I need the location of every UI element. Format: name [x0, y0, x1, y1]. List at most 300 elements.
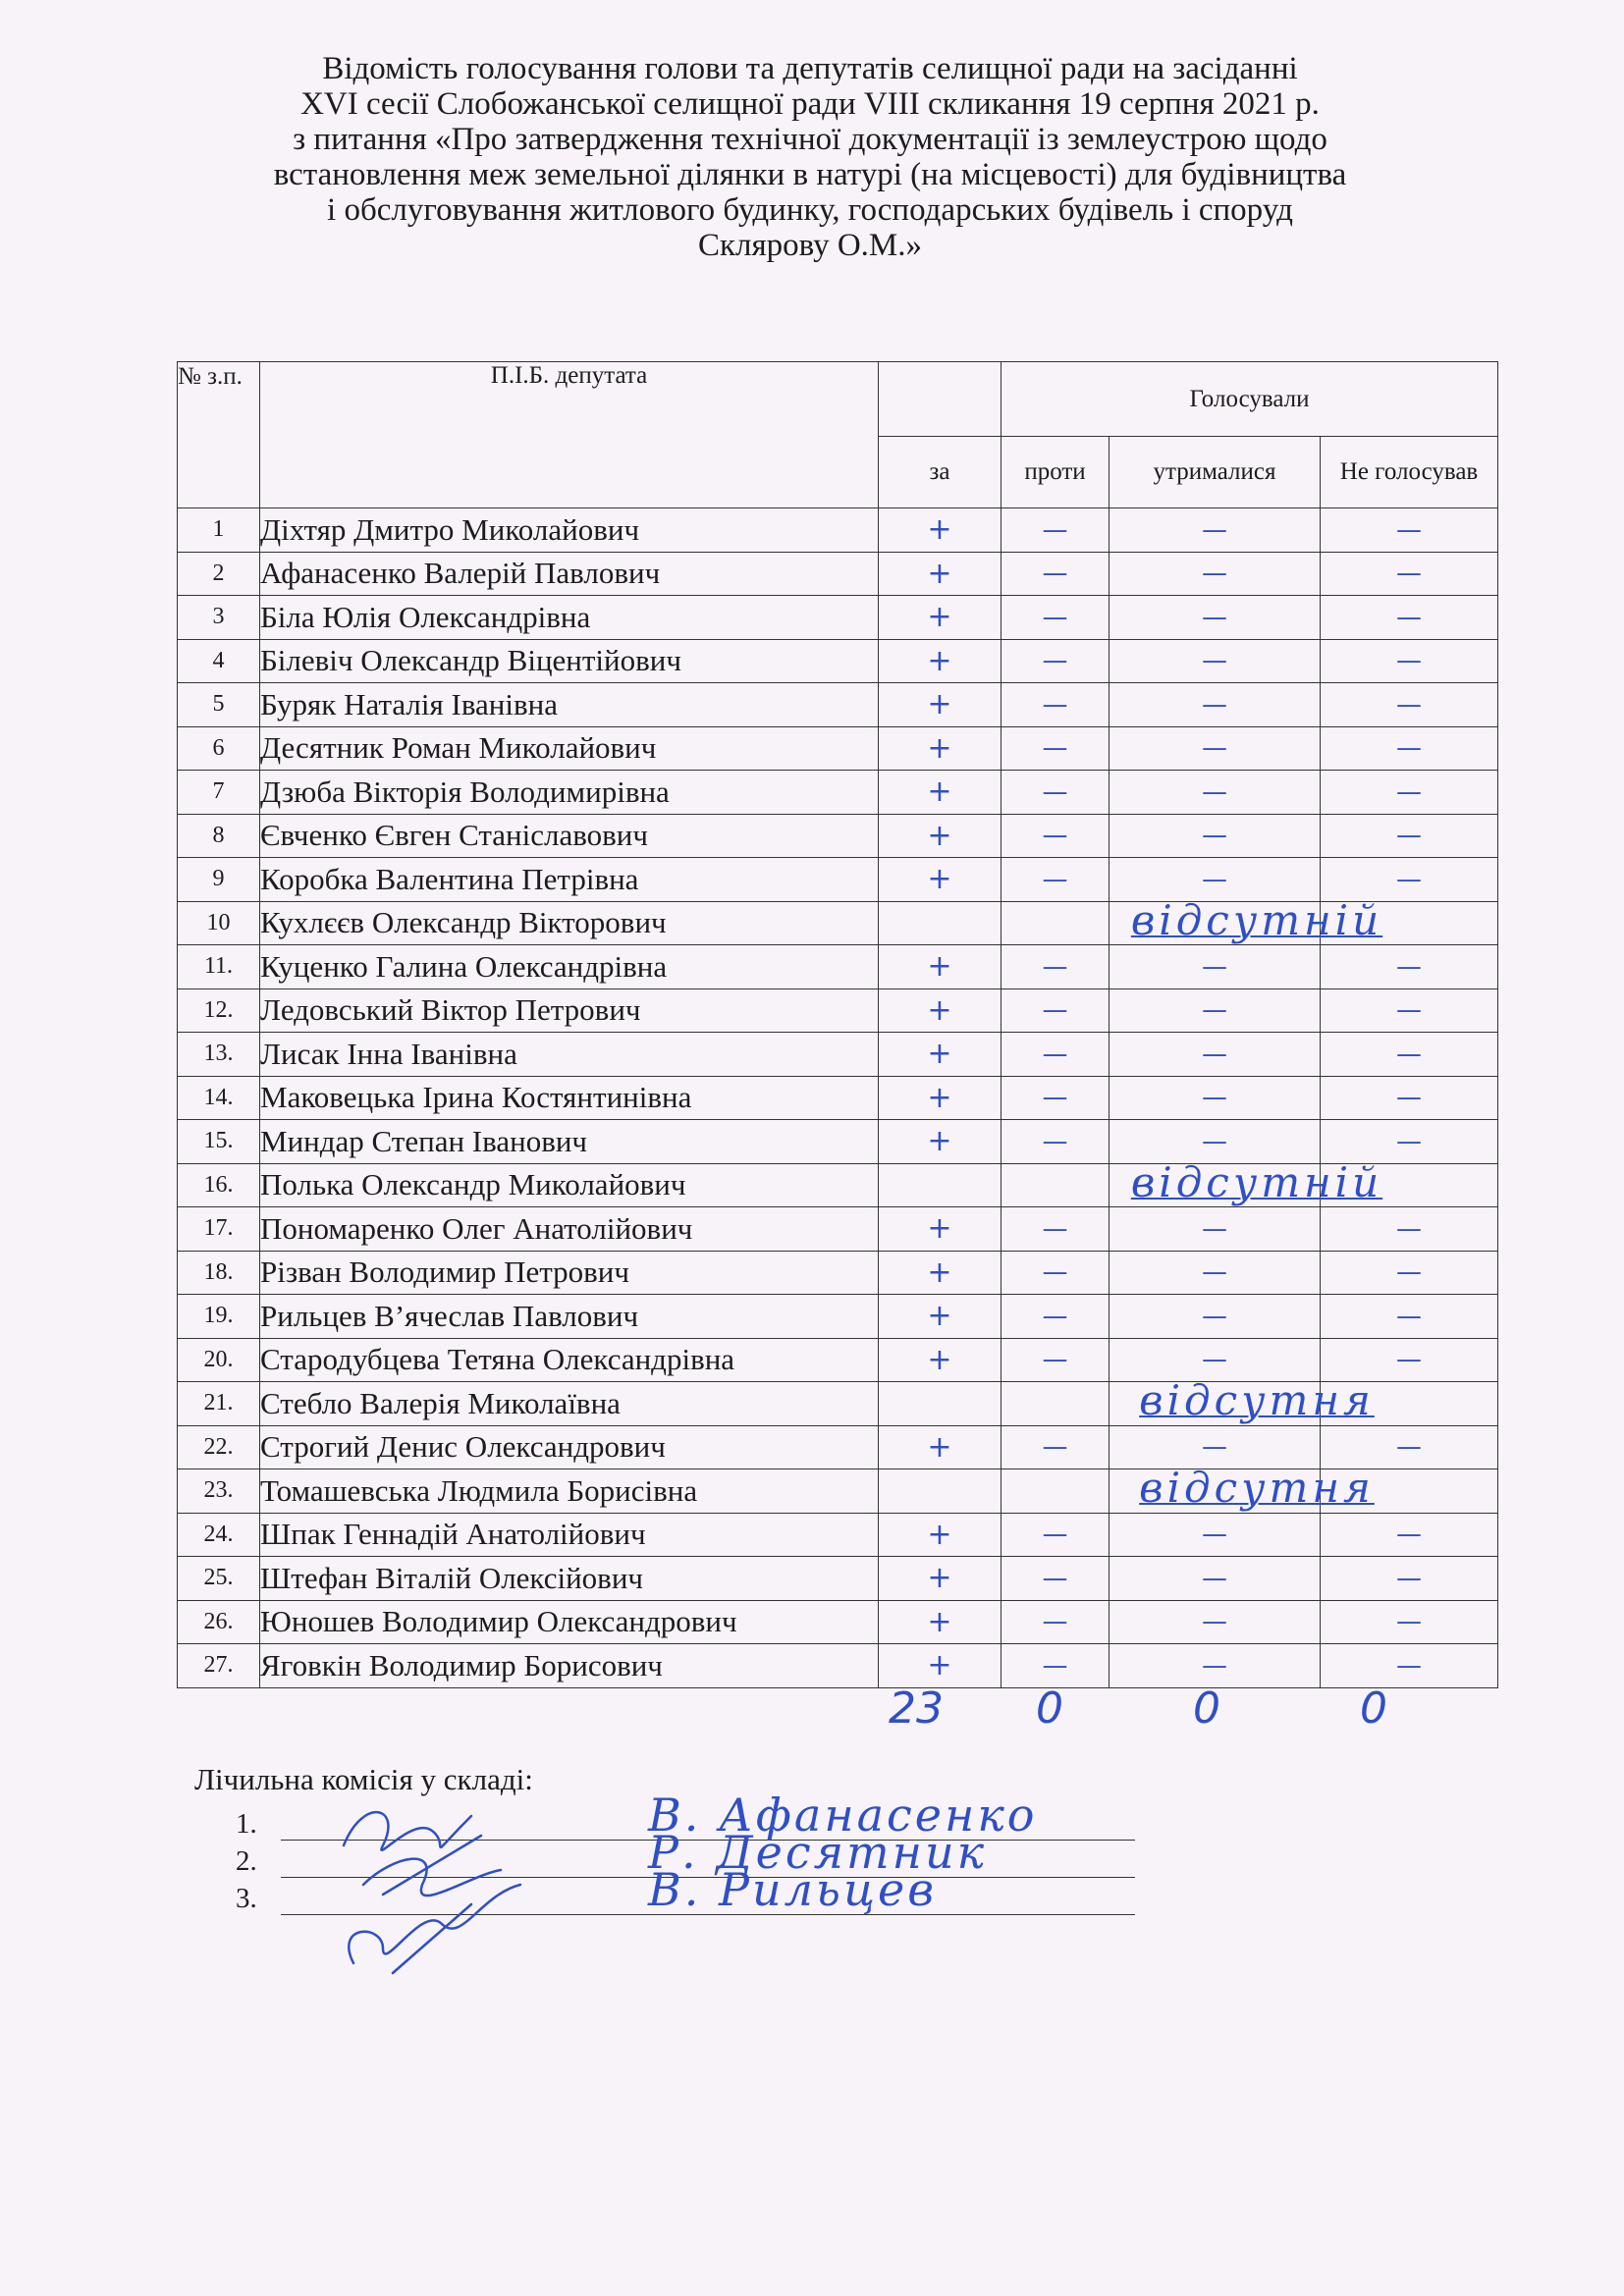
vote-not-voted — [1321, 639, 1498, 683]
row-number: 19. — [178, 1295, 260, 1339]
vote-against — [1001, 639, 1110, 683]
plus-mark: + — [927, 687, 952, 722]
dash-mark: — — [1202, 1345, 1227, 1375]
vote-abstain — [1110, 552, 1321, 596]
deputy-name: Маковецька Ірина Костянтинівна — [260, 1076, 879, 1120]
dash-mark: — — [1396, 559, 1423, 589]
dash-mark: — — [1042, 1563, 1068, 1593]
deputy-name: Афанасенко Валерій Павлович — [260, 552, 879, 596]
vote-abstain — [1110, 1425, 1321, 1469]
header-abstain: утрималися — [1110, 437, 1321, 508]
vote-abstain — [1110, 639, 1321, 683]
row-number: 9 — [178, 858, 260, 902]
plus-mark: + — [927, 992, 952, 1028]
table-row — [178, 1600, 1498, 1644]
table-row — [178, 1425, 1498, 1469]
plus-mark: + — [927, 1124, 952, 1159]
plus-mark: + — [927, 1299, 952, 1334]
commission-member — [236, 1863, 938, 1916]
table-row — [178, 726, 1498, 771]
header-blank — [879, 362, 1001, 437]
vote-for — [879, 508, 1001, 553]
table-row — [178, 1207, 1498, 1252]
header-against: проти — [1001, 437, 1110, 508]
commission-member — [236, 1789, 1038, 1842]
deputy-name: Різван Володимир Петрович — [260, 1251, 879, 1295]
vote-abstain — [1110, 1644, 1321, 1688]
dash-mark: — — [1202, 514, 1227, 545]
member-index: 1. — [236, 1808, 257, 1840]
dash-mark: — — [1042, 1213, 1068, 1244]
plus-mark: + — [927, 818, 952, 853]
vote-abstain — [1110, 988, 1321, 1033]
deputy-name: Біла Юлія Олександрівна — [260, 596, 879, 640]
vote-not-voted — [1321, 858, 1498, 902]
row-number: 11. — [178, 945, 260, 989]
deputy-name: Ледовський Віктор Петрович — [260, 988, 879, 1033]
title-line: з питання «Про затвердження технічної документації із землеустрою щодо — [293, 122, 1327, 157]
dash-mark: — — [1396, 1432, 1423, 1463]
signature-scribbles — [324, 1777, 579, 1993]
absent-note: відсутній — [1130, 895, 1383, 944]
vote-not-voted — [1321, 945, 1498, 989]
dash-mark: — — [1042, 733, 1068, 764]
vote-not-voted — [1321, 1120, 1498, 1164]
plus-mark: + — [927, 1648, 952, 1683]
plus-mark: + — [927, 1342, 952, 1377]
dash-mark: — — [1396, 689, 1423, 720]
deputy-name: Білевіч Олександр Віцентійович — [260, 639, 879, 683]
member-handwritten-name: В. Рильцев — [648, 1863, 938, 1916]
total-not-voted: 0 — [1360, 1683, 1387, 1734]
dash-mark: — — [1202, 602, 1227, 632]
header-for: за — [879, 437, 1001, 508]
vote-abstain — [1110, 1207, 1321, 1252]
dash-mark: — — [1042, 646, 1068, 676]
vote-against — [1001, 1033, 1110, 1077]
signature-1 — [344, 1812, 471, 1850]
row-number: 3 — [178, 596, 260, 640]
plus-mark: + — [927, 556, 952, 591]
dash-mark: — — [1042, 864, 1068, 894]
vote-not-voted — [1321, 988, 1498, 1033]
vote-against — [1001, 1120, 1110, 1164]
dash-mark: — — [1042, 1126, 1068, 1156]
title-line: встановлення меж земельної ділянки в натурі (на місцевості) для будівництва — [273, 157, 1347, 192]
dash-mark: — — [1042, 1607, 1068, 1637]
row-number: 14. — [178, 1076, 260, 1120]
vote-not-voted — [1321, 508, 1498, 553]
vote-against — [1001, 814, 1110, 858]
table-row — [178, 596, 1498, 640]
plus-mark: + — [927, 1429, 952, 1465]
row-number: 10 — [178, 901, 260, 945]
member-handwritten-name: В. Афанасенко — [648, 1789, 1038, 1842]
deputy-name: Миндар Степан Іванович — [260, 1120, 879, 1164]
row-number: 20. — [178, 1338, 260, 1382]
table-row — [178, 1163, 1498, 1207]
vote-not-voted — [1321, 814, 1498, 858]
vote-abstain — [1110, 901, 1321, 945]
deputy-name: Юношев Володимир Олександрович — [260, 1600, 879, 1644]
table-row — [178, 1251, 1498, 1295]
dash-mark: — — [1042, 1083, 1068, 1113]
table-row — [178, 1469, 1498, 1514]
dash-mark: — — [1202, 1520, 1227, 1550]
dash-mark: — — [1396, 776, 1423, 807]
deputy-name: Яговкін Володимир Борисович — [260, 1644, 879, 1688]
dash-mark: — — [1202, 1083, 1227, 1113]
vote-for — [879, 814, 1001, 858]
deputy-name: Кухлєєв Олександр Вікторович — [260, 901, 879, 945]
table-row — [178, 1338, 1498, 1382]
row-number: 1 — [178, 508, 260, 553]
vote-not-voted — [1321, 771, 1498, 815]
vote-for — [879, 1600, 1001, 1644]
vote-against — [1001, 1076, 1110, 1120]
dash-mark: — — [1042, 776, 1068, 807]
row-number: 5 — [178, 683, 260, 727]
dash-mark: — — [1396, 646, 1423, 676]
vote-for — [879, 901, 1001, 945]
total-abstain: 0 — [1193, 1683, 1220, 1734]
deputy-name: Євченко Євген Станіславович — [260, 814, 879, 858]
plus-mark: + — [927, 1255, 952, 1290]
vote-against — [1001, 508, 1110, 553]
absent-note: відсутня — [1139, 1464, 1375, 1512]
row-number: 4 — [178, 639, 260, 683]
dash-mark: — — [1202, 864, 1227, 894]
table-row — [178, 1120, 1498, 1164]
vote-abstain — [1110, 1076, 1321, 1120]
dash-mark: — — [1396, 821, 1423, 851]
row-number: 21. — [178, 1382, 260, 1426]
dash-mark: — — [1042, 559, 1068, 589]
dash-mark: — — [1396, 602, 1423, 632]
plus-mark: + — [927, 1604, 952, 1639]
vote-against — [1001, 683, 1110, 727]
dash-mark: — — [1202, 1432, 1227, 1463]
table-row — [178, 858, 1498, 902]
dash-mark: — — [1396, 1563, 1423, 1593]
vote-for — [879, 1033, 1001, 1077]
vote-for — [879, 683, 1001, 727]
row-number: 26. — [178, 1600, 260, 1644]
deputy-name: Дзюба Вікторія Володимирівна — [260, 771, 879, 815]
vote-for — [879, 771, 1001, 815]
commission-label: Лічильна комісія у складі: — [194, 1762, 533, 1796]
vote-for — [879, 1382, 1001, 1426]
vote-abstain — [1110, 1251, 1321, 1295]
table-row — [178, 552, 1498, 596]
table-row — [178, 1295, 1498, 1339]
table-row — [178, 901, 1498, 945]
vote-not-voted — [1321, 1163, 1498, 1207]
title-line: Склярову О.М.» — [697, 228, 923, 263]
vote-abstain — [1110, 726, 1321, 771]
dash-mark: — — [1202, 1126, 1227, 1156]
dash-mark: — — [1396, 1607, 1423, 1637]
vote-not-voted — [1321, 1513, 1498, 1557]
vote-not-voted — [1321, 1425, 1498, 1469]
vote-abstain — [1110, 858, 1321, 902]
vote-not-voted — [1321, 1076, 1498, 1120]
deputy-name: Пономаренко Олег Анатолійович — [260, 1207, 879, 1252]
vote-against — [1001, 858, 1110, 902]
vote-against — [1001, 1295, 1110, 1339]
vote-against — [1001, 945, 1110, 989]
vote-against — [1001, 1600, 1110, 1644]
dash-mark: — — [1202, 646, 1227, 676]
vote-abstain — [1110, 683, 1321, 727]
document-title — [147, 51, 1473, 263]
vote-for — [879, 1513, 1001, 1557]
dash-mark: — — [1202, 1563, 1227, 1593]
dash-mark: — — [1202, 1213, 1227, 1244]
vote-against — [1001, 1557, 1110, 1601]
vote-for — [879, 639, 1001, 683]
dash-mark: — — [1396, 1213, 1423, 1244]
vote-abstain — [1110, 1382, 1321, 1426]
vote-not-voted — [1321, 1207, 1498, 1252]
row-number: 17. — [178, 1207, 260, 1252]
plus-mark: + — [927, 600, 952, 635]
vote-against — [1001, 1157, 1383, 1207]
table-row — [178, 1382, 1498, 1426]
vote-abstain — [1110, 814, 1321, 858]
total-for: 23 — [889, 1683, 944, 1734]
dash-mark: — — [1396, 514, 1423, 545]
absent-note: відсутній — [1130, 1157, 1383, 1206]
dash-mark: — — [1396, 1039, 1423, 1069]
table-row — [178, 1076, 1498, 1120]
table-body — [178, 508, 1498, 1688]
dash-mark: — — [1042, 689, 1068, 720]
vote-for — [879, 1557, 1001, 1601]
deputy-name: Строгий Денис Олександрович — [260, 1425, 879, 1469]
table-row — [178, 945, 1498, 989]
vote-against — [1001, 1644, 1110, 1688]
voting-table — [177, 361, 1498, 1688]
dash-mark: — — [1202, 1257, 1227, 1288]
table-row — [178, 1513, 1498, 1557]
dash-mark: — — [1396, 864, 1423, 894]
dash-mark: — — [1396, 951, 1423, 982]
dash-mark: — — [1042, 1257, 1068, 1288]
vote-for — [879, 988, 1001, 1033]
table-row — [178, 639, 1498, 683]
vote-abstain — [1110, 771, 1321, 815]
row-number: 2 — [178, 552, 260, 596]
deputy-name: Шпак Геннадій Анатолійович — [260, 1513, 879, 1557]
vote-abstain — [1110, 1163, 1321, 1207]
dash-mark: — — [1396, 1345, 1423, 1375]
plus-mark: + — [927, 862, 952, 897]
row-number: 13. — [178, 1033, 260, 1077]
vote-for — [879, 552, 1001, 596]
dash-mark: — — [1396, 1083, 1423, 1113]
vote-against — [1001, 1207, 1110, 1252]
dash-mark: — — [1202, 559, 1227, 589]
vote-not-voted — [1321, 552, 1498, 596]
dash-mark: — — [1042, 1345, 1068, 1375]
vote-abstain — [1110, 1338, 1321, 1382]
vote-for — [879, 1295, 1001, 1339]
row-number: 6 — [178, 726, 260, 771]
dash-mark: — — [1202, 1650, 1227, 1681]
plus-mark: + — [927, 949, 952, 985]
dash-mark: — — [1042, 1520, 1068, 1550]
title-line: Відомість голосування голови та депутатів селищної ради на засіданні — [322, 51, 1298, 86]
dash-mark: — — [1042, 995, 1068, 1026]
vote-against — [1001, 771, 1110, 815]
row-number: 12. — [178, 988, 260, 1033]
table-row — [178, 508, 1498, 553]
vote-not-voted — [1321, 1557, 1498, 1601]
dash-mark: — — [1396, 1301, 1423, 1331]
row-number: 18. — [178, 1251, 260, 1295]
table-row — [178, 771, 1498, 815]
deputy-name: Діхтяр Дмитро Миколайович — [260, 508, 879, 553]
dash-mark: — — [1202, 1607, 1227, 1637]
vote-for — [879, 1338, 1001, 1382]
table-row — [178, 1557, 1498, 1601]
row-number: 16. — [178, 1163, 260, 1207]
title-line: і обслуговування житлового будинку, господарських будівель і споруд — [327, 192, 1293, 228]
member-index: 3. — [236, 1883, 257, 1914]
table-row — [178, 814, 1498, 858]
deputy-name: Десятник Роман Миколайович — [260, 726, 879, 771]
commission-member — [236, 1826, 988, 1879]
vote-for — [879, 1163, 1001, 1207]
dash-mark: — — [1396, 733, 1423, 764]
plus-mark: + — [927, 512, 952, 548]
vote-for — [879, 1207, 1001, 1252]
header-number: № з.п. — [178, 362, 260, 508]
vote-for — [879, 945, 1001, 989]
vote-abstain — [1110, 1600, 1321, 1644]
total-against: 0 — [1036, 1683, 1063, 1734]
table-row — [178, 1644, 1498, 1688]
vote-totals — [0, 1683, 1624, 1742]
dash-mark: — — [1042, 514, 1068, 545]
vote-not-voted — [1321, 683, 1498, 727]
vote-against — [1001, 1513, 1110, 1557]
row-number: 22. — [178, 1425, 260, 1469]
dash-mark: — — [1042, 602, 1068, 632]
vote-against — [1001, 1338, 1110, 1382]
member-handwritten-name: Р. Десятник — [648, 1826, 988, 1879]
deputy-name: Лисак Інна Іванівна — [260, 1033, 879, 1077]
vote-abstain — [1110, 1469, 1321, 1514]
vote-not-voted — [1321, 1251, 1498, 1295]
vote-abstain — [1110, 1120, 1321, 1164]
deputy-name: Буряк Наталія Іванівна — [260, 683, 879, 727]
dash-mark: — — [1202, 951, 1227, 982]
member-index: 2. — [236, 1845, 257, 1877]
row-number: 8 — [178, 814, 260, 858]
vote-not-voted — [1321, 1644, 1498, 1688]
plus-mark: + — [927, 1211, 952, 1247]
plus-mark: + — [927, 1080, 952, 1115]
deputy-name: Коробка Валентина Петрівна — [260, 858, 879, 902]
deputy-name: Стебло Валерія Миколаївна — [260, 1382, 879, 1426]
vote-abstain — [1110, 1513, 1321, 1557]
vote-for — [879, 1120, 1001, 1164]
vote-against — [1001, 895, 1383, 945]
dash-mark: — — [1042, 951, 1068, 982]
row-number: 27. — [178, 1644, 260, 1688]
row-number: 25. — [178, 1557, 260, 1601]
deputy-name: Полька Олександр Миколайович — [260, 1163, 879, 1207]
row-number: 7 — [178, 771, 260, 815]
vote-abstain — [1110, 945, 1321, 989]
deputy-name: Куценко Галина Олександрівна — [260, 945, 879, 989]
header-not-voted: Не голосував — [1321, 437, 1498, 508]
dash-mark: — — [1202, 733, 1227, 764]
vote-against — [1001, 1376, 1375, 1426]
plus-mark: + — [927, 1561, 952, 1596]
vote-against — [1001, 988, 1110, 1033]
dash-mark: — — [1042, 1432, 1068, 1463]
plus-mark: + — [927, 1517, 952, 1552]
vote-against — [1001, 1464, 1375, 1514]
table-row — [178, 1033, 1498, 1077]
vote-not-voted — [1321, 1033, 1498, 1077]
dash-mark: — — [1042, 821, 1068, 851]
vote-against — [1001, 552, 1110, 596]
vote-against — [1001, 1251, 1110, 1295]
dash-mark: — — [1396, 995, 1423, 1026]
dash-mark: — — [1202, 1039, 1227, 1069]
dash-mark: — — [1042, 1039, 1068, 1069]
absent-note: відсутня — [1139, 1376, 1375, 1424]
deputy-name: Томашевська Людмила Борисівна — [260, 1469, 879, 1514]
vote-not-voted — [1321, 726, 1498, 771]
vote-not-voted — [1321, 1382, 1498, 1426]
header-name: П.І.Б. депутата — [260, 362, 879, 508]
vote-not-voted — [1321, 1295, 1498, 1339]
dash-mark: — — [1042, 1301, 1068, 1331]
table-row — [178, 683, 1498, 727]
vote-abstain — [1110, 1557, 1321, 1601]
row-number: 15. — [178, 1120, 260, 1164]
dash-mark: — — [1396, 1257, 1423, 1288]
title-line: XVI сесії Слобожанської селищної ради VIII скликання 19 серпня 2021 р. — [300, 86, 1320, 122]
dash-mark: — — [1202, 995, 1227, 1026]
vote-not-voted — [1321, 596, 1498, 640]
dash-mark: — — [1202, 776, 1227, 807]
header-voted: Голосували — [1001, 362, 1498, 437]
vote-for — [879, 858, 1001, 902]
vote-not-voted — [1321, 1469, 1498, 1514]
vote-abstain — [1110, 508, 1321, 553]
vote-for — [879, 1469, 1001, 1514]
vote-for — [879, 1425, 1001, 1469]
dash-mark: — — [1202, 1301, 1227, 1331]
vote-not-voted — [1321, 901, 1498, 945]
vote-for — [879, 596, 1001, 640]
dash-mark: — — [1396, 1520, 1423, 1550]
plus-mark: + — [927, 1037, 952, 1072]
vote-not-voted — [1321, 1600, 1498, 1644]
table-row — [178, 988, 1498, 1033]
row-number: 23. — [178, 1469, 260, 1514]
vote-for — [879, 1251, 1001, 1295]
vote-for — [879, 1076, 1001, 1120]
deputy-name: Стародубцева Тетяна Олександрівна — [260, 1338, 879, 1382]
vote-against — [1001, 726, 1110, 771]
